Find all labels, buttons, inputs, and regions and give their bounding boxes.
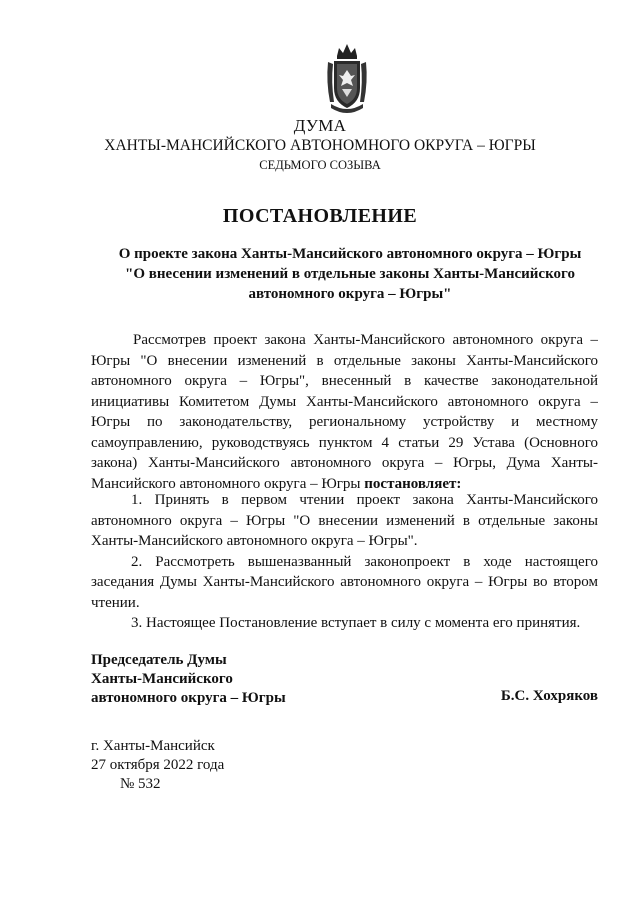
document-title: ПОСТАНОВЛЕНИЕ (222, 205, 418, 227)
item-2-line: заседания Думы Ханты-Мансийского автономного округа – Югры во втором (91, 574, 598, 590)
document-footer (91, 737, 224, 794)
coat-of-arms-icon (325, 42, 369, 118)
subject-line: О проекте закона Ханты-Мансийского автономного округа – Югры (118, 246, 582, 262)
preamble-line: Рассмотрев проект закона Ханты-Мансийского автономного округа – (133, 332, 598, 348)
convocation-heading: СЕДЬМОГО СОЗЫВА (259, 158, 381, 172)
duma-heading: ДУМА (293, 116, 347, 135)
signatory-position-line: Ханты-Мансийского (91, 671, 233, 687)
document-number: № 532 (120, 776, 161, 792)
document-place: г. Ханты-Мансийск (91, 738, 215, 754)
signatory-position-line: автономного округа – Югры (91, 690, 286, 706)
preamble-line: Югры по законодательству, региональному устройству и местному (91, 414, 598, 430)
preamble-line: самоуправлению, руководствуясь пунктом 4 статьи 29 Устава (Основного (91, 434, 598, 451)
item-3-line: 3. Настоящее Постановление вступает в силу с момента его принятия. (131, 615, 581, 631)
subject-line: "О внесении изменений в отдельные законы Ханты-Мансийского (125, 266, 575, 282)
document-date: 27 октября 2022 года (91, 757, 225, 773)
document-subject (100, 244, 600, 304)
item-2-line: чтении. (91, 594, 140, 611)
region-heading: ХАНТЫ-МАНСИЙСКОГО АВТОНОМНОГО ОКРУГА – ЮГРЫ (104, 137, 536, 154)
resolution-items (91, 490, 598, 634)
preamble-line: инициативы Комитетом Думы Ханты-Мансийского автономного округа – (91, 393, 598, 410)
signatory-name: Б.С. Хохряков (500, 688, 598, 704)
preamble-paragraph (91, 330, 598, 494)
resolution-verb: постановляет: (364, 475, 462, 492)
item-1-line: автономного округа – Югры "О внесении изменений в отдельные законы (91, 512, 598, 529)
preamble-line: автономного округа – Югры", внесенный в качестве законодательной (91, 373, 598, 389)
item-1-line: Ханты-Мансийского автономного округа – Югры". (91, 533, 418, 549)
signatory-position-line: Председатель Думы (91, 652, 227, 668)
preamble-line: Югры "О внесении изменений в отдельные законы Ханты-Мансийского (91, 352, 598, 369)
item-2-line: 2. Рассмотреть вышеназванный законопроект в ходе настоящего (131, 553, 598, 570)
item-1-line: 1. Принять в первом чтении проект закона Ханты-Мансийского (131, 492, 598, 508)
preamble-last-text: Мансийского автономного округа – Югры (91, 475, 361, 492)
signatory-position (91, 651, 286, 708)
subject-line: автономного округа – Югры" (248, 286, 452, 302)
preamble-line: закона) Ханты-Мансийского автономного округа – Югры, Дума Ханты- (91, 455, 598, 471)
